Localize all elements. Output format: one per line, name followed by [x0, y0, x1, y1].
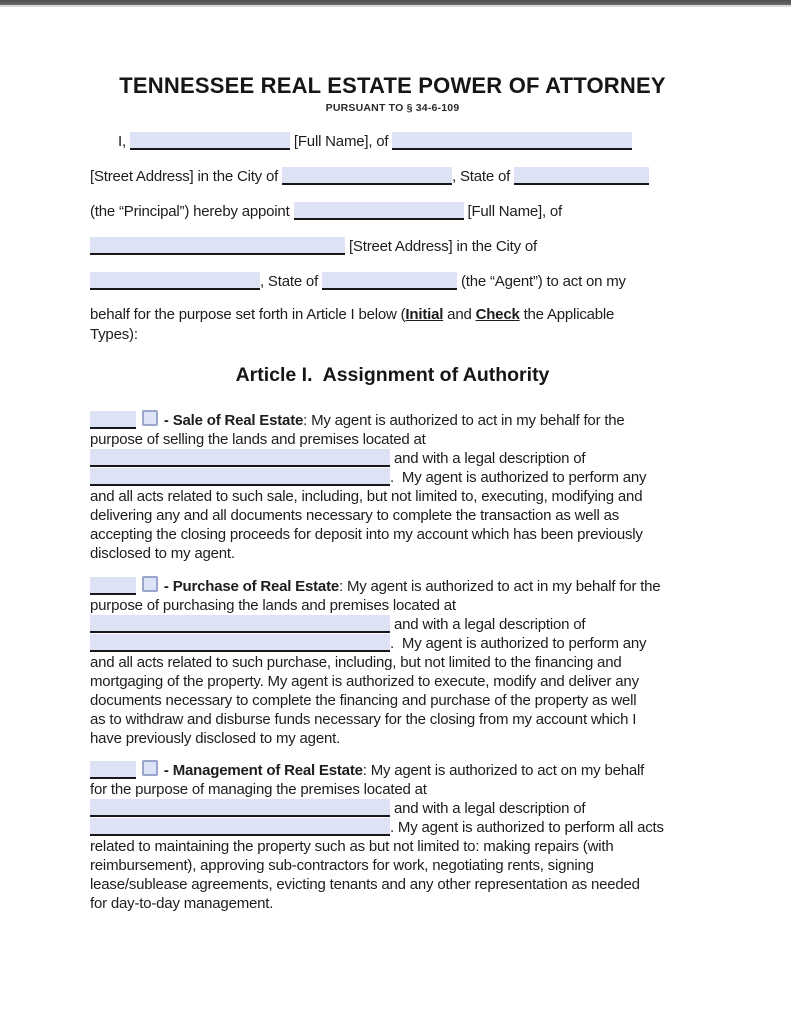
text-run: lease/sublease agreements, evicting tenants and any other representation as needed: [90, 876, 640, 893]
agent-state-blank[interactable]: [322, 272, 457, 290]
text-run: purpose of selling the lands and premises located at: [90, 431, 426, 448]
text-run: have previously disclosed to my agent.: [90, 730, 341, 747]
text-line: [90, 818, 695, 837]
text-run: [Full Name], of: [289, 133, 393, 150]
sale-legal-description-blank[interactable]: [90, 468, 390, 486]
text-line: [90, 506, 695, 525]
principal-full-name-blank[interactable]: [130, 132, 290, 150]
text-run: documents necessary to complete the financing and purchase of the property as well: [90, 692, 637, 709]
text-line: [90, 856, 695, 875]
document-subtitle: PURSUANT TO § 34-6-109: [325, 102, 460, 114]
text-line: [90, 729, 695, 748]
window-top-edge-shadow: [0, 5, 791, 7]
principal-street-address-blank[interactable]: [392, 132, 632, 150]
text-line: [90, 653, 695, 672]
purchase-property-address-blank[interactable]: [90, 615, 390, 633]
text-line: [90, 672, 695, 691]
management-of-real-estate-paragraph: [90, 760, 695, 913]
text-run: and with a legal description of: [390, 450, 586, 467]
text-run: (the “Agent”) to act on my: [457, 273, 626, 290]
text-run: accepting the closing proceeds for deposit into my account which has been previously: [90, 526, 643, 543]
text-run: . My agent is authorized to perform all acts: [390, 819, 664, 836]
text-line: [90, 124, 695, 159]
management-property-address-blank[interactable]: [90, 799, 390, 817]
text-run: [136, 578, 140, 595]
text-line: [90, 799, 695, 818]
text-run: . My agent is authorized to perform any: [390, 469, 647, 486]
management-checkbox[interactable]: [142, 760, 158, 776]
text-run: Purchase of Real Estate: [172, 578, 340, 595]
text-run: behalf for the purpose set forth in Article I below (: [90, 306, 406, 323]
text-line: [90, 596, 695, 615]
text-run: , State of: [260, 273, 323, 290]
text-run: (the “Principal”) hereby appoint: [90, 203, 294, 220]
principal-state-blank[interactable]: [514, 167, 649, 185]
text-line: [90, 634, 695, 653]
text-run: Types):: [90, 325, 138, 343]
agent-street-address-blank[interactable]: [90, 237, 345, 255]
principal-agent-section: [90, 124, 695, 299]
purchase-of-real-estate-paragraph: [90, 576, 695, 748]
text-line: [90, 894, 695, 913]
sale-property-address-blank[interactable]: [90, 449, 390, 467]
text-line: [90, 449, 695, 468]
text-line: [90, 525, 695, 544]
text-run: . My agent is authorized to perform any: [390, 635, 647, 652]
text-run: mortgaging of the property. My agent is authorized to execute, modify and deliver any: [90, 673, 639, 690]
agent-full-name-blank[interactable]: [294, 202, 464, 220]
sale-initials-blank[interactable]: [90, 411, 136, 429]
text-run: Sale of Real Estate: [172, 412, 304, 429]
text-run: and with a legal description of: [390, 800, 586, 817]
text-run: and all acts related to such purchase, including, but not limited to the financing and: [90, 654, 622, 671]
text-run: [Street Address] in the City of: [345, 238, 538, 255]
text-run: : My agent is authorized to act on my behalf: [362, 762, 645, 779]
text-line: [90, 468, 695, 487]
text-run: [Street Address] in the City of: [90, 168, 283, 185]
text-line: [90, 325, 695, 345]
text-line: [90, 159, 695, 194]
purchase-checkbox[interactable]: [142, 576, 158, 592]
text-run: as to withdraw and disburse funds necessary for the closing from my account which I: [90, 711, 637, 728]
purchase-legal-description-blank[interactable]: [90, 634, 390, 652]
purpose-intro-paragraph: [90, 305, 695, 344]
management-legal-description-blank[interactable]: [90, 818, 390, 836]
text-run: [136, 762, 140, 779]
text-run: [Full Name], of: [463, 203, 563, 220]
sale-checkbox[interactable]: [142, 410, 158, 426]
text-line: [90, 615, 695, 634]
text-line: [90, 710, 695, 729]
article-1-heading: Article I. Assignment of Authority: [235, 364, 550, 386]
document-title: TENNESSEE REAL ESTATE POWER OF ATTORNEY: [119, 73, 666, 98]
text-line: [90, 305, 695, 325]
text-line: [90, 229, 695, 264]
text-run: reimbursement), approving sub-contractors for work, negotiating rents, signing: [90, 857, 594, 874]
management-initials-blank[interactable]: [90, 761, 136, 779]
text-run: Check: [475, 306, 520, 323]
text-run: Initial: [405, 306, 444, 323]
agent-city-blank[interactable]: [90, 272, 260, 290]
text-run: -: [159, 762, 173, 779]
text-run: purpose of purchasing the lands and premises located at: [90, 597, 456, 614]
text-run: disclosed to my agent.: [90, 545, 235, 562]
text-line: [90, 194, 695, 229]
sale-of-real-estate-paragraph: [90, 410, 695, 563]
text-run: and all acts related to such sale, including, but not limited to, executing, modifying and: [90, 488, 643, 505]
text-run: : My agent is authorized to act in my behalf for the: [303, 412, 625, 429]
text-line: [90, 430, 695, 449]
text-run: and: [443, 306, 476, 323]
text-line: [90, 780, 695, 799]
text-line: [90, 576, 695, 596]
text-line: [90, 487, 695, 506]
text-run: delivering any and all documents necessary to complete the transaction as well as: [90, 507, 620, 524]
text-run: -: [159, 412, 173, 429]
text-line: [90, 410, 695, 430]
text-run: the Applicable: [519, 306, 615, 323]
purchase-initials-blank[interactable]: [90, 577, 136, 595]
text-line: [90, 837, 695, 856]
text-run: I,: [118, 133, 130, 150]
text-line: [90, 760, 695, 780]
text-line: [90, 264, 695, 299]
text-run: Management of Real Estate: [172, 762, 363, 779]
text-line: [90, 544, 695, 563]
text-run: related to maintaining the property such as but not limited to: making repairs (with: [90, 838, 614, 855]
text-run: and with a legal description of: [390, 616, 586, 633]
text-run: for the purpose of managing the premises located at: [90, 781, 427, 798]
text-run: : My agent is authorized to act in my behalf for the: [339, 578, 661, 595]
document-page: [0, 73, 791, 913]
text-line: [90, 691, 695, 710]
text-run: for day-to-day management.: [90, 895, 274, 912]
text-run: -: [159, 578, 173, 595]
text-run: [136, 412, 140, 429]
text-run: , State of: [452, 168, 515, 185]
principal-city-blank[interactable]: [282, 167, 452, 185]
text-line: [90, 875, 695, 894]
